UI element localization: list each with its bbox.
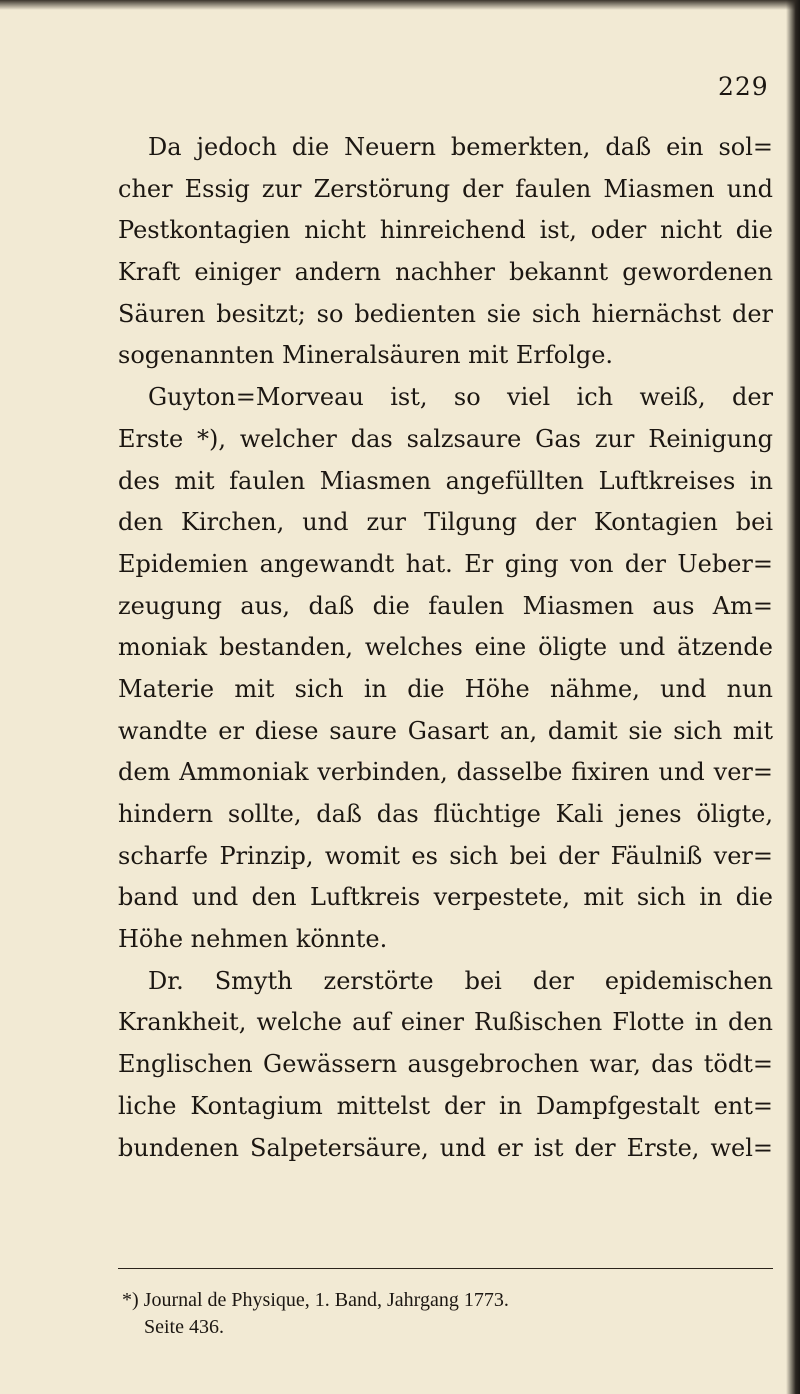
text-line: scharfe Prinzip, womit es sich bei der Fäulniß ver= <box>118 841 773 870</box>
text-line: wandte er diese saure Gasart an, damit sie sich mit <box>118 716 773 745</box>
footnote-line-2: Seite 436. <box>144 1316 224 1338</box>
text-line: Erste *), welcher das salzsaure Gas zur Reinigung <box>118 424 773 453</box>
text-line: Kraft einiger andern nachher bekannt gewordenen <box>118 258 773 287</box>
body-text <box>118 127 773 1169</box>
footnote <box>122 1287 772 1341</box>
page-top-shadow <box>0 0 800 10</box>
text-line: Epidemien angewandt hat. Er ging von der Ueber= <box>118 549 773 578</box>
text-line: Krankheit, welche auf einer Rußischen Flotte in den <box>118 1008 773 1037</box>
text-line: bundenen Salpetersäure, und er ist der Erste, wel= <box>118 1133 773 1162</box>
text-line: liche Kontagium mittelst der in Dampfgestalt ent= <box>118 1091 773 1120</box>
text-line: Da jedoch die Neuern bemerkten, daß ein sol= <box>148 133 773 161</box>
footnote-rule <box>118 1268 773 1269</box>
text-line: Säuren besitzt; so bedienten sie sich hiernächst der <box>118 299 773 328</box>
text-line: sogenannten Mineralsäuren mit Erfolge. <box>118 341 614 370</box>
text-line: moniak bestanden, welches eine öligte und ätzende <box>118 633 773 662</box>
text-line: hindern sollte, daß das flüchtige Kali jenes öligte, <box>118 800 773 828</box>
text-line: dem Ammoniak verbinden, dasselbe fixiren und ver= <box>118 758 773 787</box>
text-line: Dr. Smyth zerstörte bei der epidemischen <box>148 966 773 995</box>
text-line: Guyton=Morveau ist, so viel ich weiß, der <box>148 383 773 412</box>
footnote-marker: *) <box>122 1289 139 1311</box>
text-line: band und den Luftkreis verpestete, mit sich in die <box>118 883 773 912</box>
text-line: des mit faulen Miasmen angefüllten Luftkreises in <box>118 466 773 495</box>
text-line: zeugung aus, daß die faulen Miasmen aus Am= <box>118 591 773 620</box>
footnote-citation: Journal de Physique, 1. Band, Jahrgang 1773. <box>143 1289 509 1311</box>
text-line: Englischen Gewässern ausgebrochen war, das tödt= <box>118 1050 773 1079</box>
page-number: 229 <box>718 72 769 101</box>
text-line: Materie mit sich in die Höhe nähme, und nun <box>118 674 773 703</box>
text-line: Höhe nehmen könnte. <box>118 925 388 954</box>
page-binding-shadow <box>786 0 800 1394</box>
text-line: den Kirchen, und zur Tilgung der Kontagien bei <box>118 508 773 537</box>
footnote-line-1 <box>122 1287 772 1314</box>
text-line: cher Essig zur Zerstörung der faulen Miasmen und <box>118 174 773 203</box>
text-line: Pestkontagien nicht hinreichend ist, oder nicht die <box>118 216 773 245</box>
